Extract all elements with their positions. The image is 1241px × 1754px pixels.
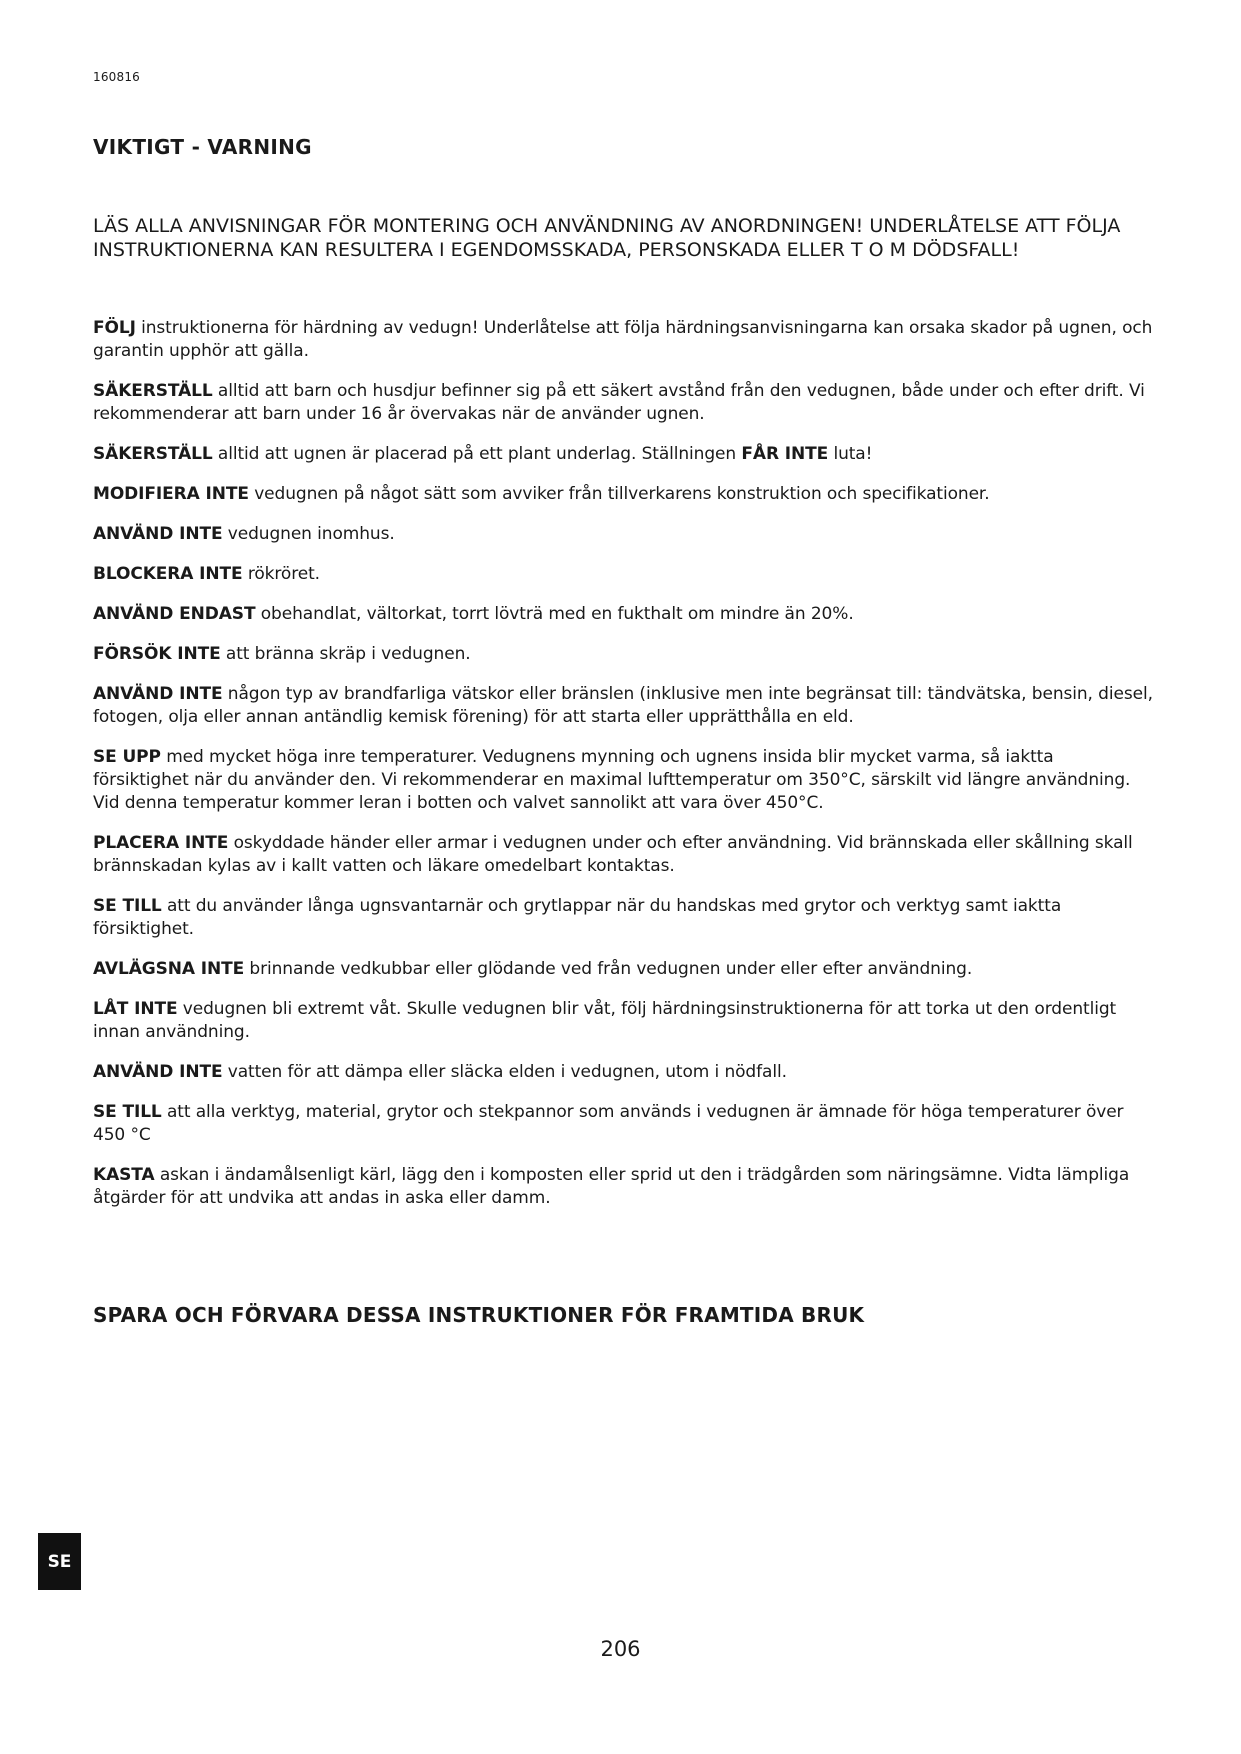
rule-text: alltid att barn och husdjur befinner sig på ett säkert avstånd från den vedugnen, både under och efter drift. Vi rekommenderar att barn under 16 år övervakas när de använder ugnen. <box>93 381 1145 424</box>
rule-keyword: ANVÄND INTE <box>93 684 223 704</box>
rule-text: att alla verktyg, material, grytor och stekpannor som används i vedugnen är ämnade för höga temperaturer över 450 °C <box>93 1102 1124 1145</box>
rule-keyword: SE TILL <box>93 896 162 916</box>
rule-keyword: AVLÄGSNA INTE <box>93 959 245 979</box>
rule-text: vedugnen bli extremt våt. Skulle vedugnen blir våt, följ härdningsinstruktionerna för att torka ut den ordentligt innan användning. <box>93 999 1117 1042</box>
safety-rule <box>93 958 1153 981</box>
safety-rule <box>93 483 1153 506</box>
page-title: VIKTIGT - VARNING <box>93 135 312 159</box>
safety-rule <box>93 443 1153 466</box>
rule-keyword: LÅT INTE <box>93 999 178 1019</box>
rule-text: någon typ av brandfarliga vätskor eller bränslen (inklusive men inte begränsat till: tändvätska, bensin, diesel, fotogen, olja eller annan antändlig kemisk förening) för att starta eller upprätthålla en eld. <box>93 684 1153 727</box>
warning-paragraph: LÄS ALLA ANVISNINGAR FÖR MONTERING OCH ANVÄNDNING AV ANORDNINGEN! UNDERLÅTELSE ATT FÖLJA INSTRUKTIONERNA KAN RESULTERA I EGENDOMSSKADA, PERSONSKADA ELLER T O M DÖDSFALL! <box>93 215 1121 261</box>
rule-keyword: MODIFIERA INTE <box>93 484 249 504</box>
rule-keyword: SÄKERSTÄLL <box>93 381 213 401</box>
page-number: 206 <box>600 1637 641 1661</box>
rule-keyword: PLACERA INTE <box>93 833 229 853</box>
safety-rule <box>93 832 1153 878</box>
safety-rules-list <box>93 317 1153 1227</box>
safety-rule <box>93 603 1153 626</box>
safety-rule <box>93 895 1153 941</box>
rule-keyword: ANVÄND INTE <box>93 1062 223 1082</box>
rule-text: vatten för att dämpa eller släcka elden i vedugnen, utom i nödfall. <box>222 1062 787 1082</box>
rule-keyword: KASTA <box>93 1165 155 1185</box>
safety-rule <box>93 1101 1153 1147</box>
rule-text: alltid att ugnen är placerad på ett plant underlag. Ställningen <box>212 444 742 464</box>
safety-rule <box>93 1164 1153 1210</box>
safety-rule <box>93 746 1153 815</box>
safety-rule <box>93 1061 1153 1084</box>
language-badge: SE <box>38 1533 81 1590</box>
rule-keyword: ANVÄND INTE <box>93 524 223 544</box>
rule-text: vedugnen inomhus. <box>222 524 395 544</box>
safety-rule <box>93 643 1153 666</box>
rule-keyword: FÅR INTE <box>741 444 829 464</box>
rule-text: obehandlat, vältorkat, torrt lövträ med en fukthalt om mindre än 20%. <box>255 604 854 624</box>
rule-text: vedugnen på något sätt som avviker från tillverkarens konstruktion och specifikationer. <box>248 484 990 504</box>
rule-text: att bränna skräp i vedugnen. <box>220 644 471 664</box>
rule-text: brinnande vedkubbar eller glödande ved från vedugnen under eller efter användning. <box>244 959 973 979</box>
rule-keyword: SE UPP <box>93 747 161 767</box>
rule-text: luta! <box>828 444 873 464</box>
rule-keyword: FÖLJ <box>93 318 136 338</box>
rule-keyword: SE TILL <box>93 1102 162 1122</box>
safety-rule <box>93 998 1153 1044</box>
rule-keyword: BLOCKERA INTE <box>93 564 243 584</box>
document-code: 160816 <box>93 70 141 84</box>
safety-rule <box>93 523 1153 546</box>
rule-text: oskyddade händer eller armar i vedugnen under och efter användning. Vid brännskada eller skållning skall brännskadan kylas av i kallt vatten och läkare omedelbart kontaktas. <box>93 833 1133 876</box>
rule-keyword: FÖRSÖK INTE <box>93 644 221 664</box>
safety-rule <box>93 683 1153 729</box>
rule-text: att du använder långa ugnsvantarnär och grytlappar när du handskas med grytor och verktyg samt iaktta försiktighet. <box>93 896 1062 939</box>
rule-text: askan i ändamålsenligt kärl, lägg den i komposten eller sprid ut den i trädgården som näringsämne. Vidta lämpliga åtgärder för att undvika att andas in aska eller damm. <box>93 1165 1130 1208</box>
rule-text: rökröret. <box>242 564 320 584</box>
rule-keyword: ANVÄND ENDAST <box>93 604 256 624</box>
safety-rule <box>93 317 1153 363</box>
rule-keyword: SÄKERSTÄLL <box>93 444 213 464</box>
rule-text: instruktionerna för härdning av vedugn! Underlåtelse att följa härdningsanvisningarna kan orsaka skador på ugnen, och garantin upphör att gälla. <box>93 318 1153 361</box>
safety-rule <box>93 563 1153 586</box>
safety-rule <box>93 380 1153 426</box>
save-instructions-heading: SPARA OCH FÖRVARA DESSA INSTRUKTIONER FÖR FRAMTIDA BRUK <box>93 1303 865 1327</box>
rule-text: med mycket höga inre temperaturer. Vedugnens mynning och ugnens insida blir mycket varma, så iaktta försiktighet när du använder den. Vi rekommenderar en maximal lufttemperatur om 350°C, särskilt vid längre användning. Vid denna temperatur kommer leran i botten och valvet sannolikt att vara över 450°C. <box>93 747 1131 813</box>
